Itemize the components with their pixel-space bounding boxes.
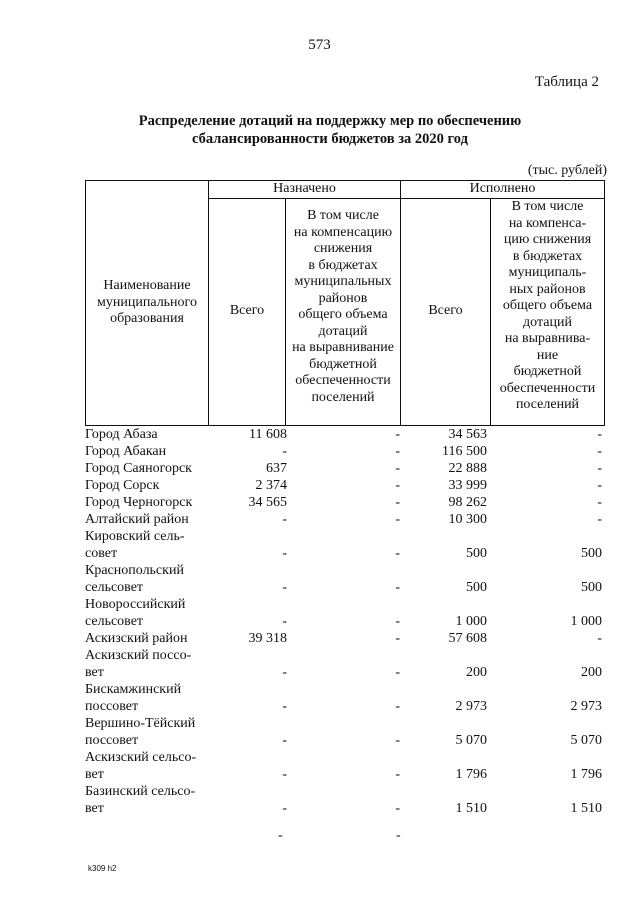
row-assigned-total: -	[282, 580, 287, 595]
row-executed-total: 2 973	[455, 699, 487, 714]
row-assigned-comp: -	[395, 801, 400, 816]
row-assigned-comp: -	[395, 580, 400, 595]
row-name: Алтайский район	[85, 512, 189, 527]
row-executed-total: 10 300	[448, 512, 487, 527]
row-assigned-total: -	[282, 733, 287, 748]
row-assigned-comp: -	[395, 631, 400, 646]
row-assigned-comp: -	[395, 546, 400, 561]
header-right-border	[604, 180, 605, 426]
row-assigned-total: -	[282, 699, 287, 714]
row-assigned-total: -	[282, 512, 287, 527]
row-assigned-total: 11 608	[249, 427, 287, 442]
row-executed-total: 500	[466, 580, 487, 595]
title-line-1: Распределение дотаций на поддержку мер по обеспечению	[138, 113, 522, 129]
table-row	[85, 681, 605, 715]
footer-code: k309 h2	[88, 864, 117, 873]
row-assigned-total: -	[282, 546, 287, 561]
row-assigned-total: -	[282, 665, 287, 680]
row-executed-comp: 2 973	[570, 699, 602, 714]
table-row	[85, 647, 605, 681]
row-executed-comp: -	[597, 478, 602, 493]
row-executed-comp: -	[597, 461, 602, 476]
table-title	[60, 112, 600, 148]
row-name: Аскизский поссо- вет	[85, 648, 192, 680]
row-assigned-comp: -	[395, 427, 400, 442]
row-assigned-comp: -	[395, 614, 400, 629]
row-name: Кировский сель- совет	[85, 529, 185, 561]
table-row	[85, 528, 605, 562]
table-row	[85, 477, 605, 494]
table-row	[85, 749, 605, 783]
row-executed-comp: 500	[581, 580, 602, 595]
row-assigned-comp: -	[395, 733, 400, 748]
row-executed-comp: 5 070	[570, 733, 602, 748]
row-executed-total: 200	[466, 665, 487, 680]
row-executed-total: 116 500	[442, 444, 487, 459]
row-assigned-comp: -	[395, 512, 400, 527]
row-name: Город Абаза	[85, 427, 158, 442]
row-name: Краснопольский сельсовет	[85, 563, 184, 595]
row-executed-total: 34 563	[448, 427, 487, 442]
row-executed-total: 22 888	[448, 461, 487, 476]
row-name: Аскизский район	[85, 631, 188, 646]
table-row	[85, 511, 605, 528]
row-assigned-comp: -	[395, 665, 400, 680]
row-name: Город Черногорск	[85, 495, 193, 510]
row-assigned-total: -	[282, 801, 287, 816]
header-executed-compensation: В том числе на компенса- цию снижения в бюджетах муниципаль- ных районов общего объема дотаций на выравнива- ние бюджетной обеспеченности поселений	[499, 199, 596, 412]
row-assigned-comp: -	[395, 495, 400, 510]
title-line-2: сбалансированности бюджетов за 2020 год	[192, 131, 468, 147]
row-assigned-total: 637	[266, 461, 287, 476]
row-assigned-comp: -	[395, 767, 400, 782]
row-name: Базинский сельсо- вет	[85, 784, 196, 816]
row-executed-comp: 1 796	[570, 767, 602, 782]
row-executed-total: 1 796	[455, 767, 487, 782]
row-executed-comp: 1 000	[570, 614, 602, 629]
table-body	[85, 426, 605, 817]
header-assigned-compensation: В том числе на компенсацию снижения в бюджетах муниципальных районов общего объема дотаций на выравнивание бюджетной обеспеченности поселений	[292, 208, 394, 405]
table-row	[85, 426, 605, 443]
table-row	[85, 596, 605, 630]
row-assigned-comp: -	[395, 699, 400, 714]
row-assigned-total: -	[282, 614, 287, 629]
header-assigned-total: Всего	[229, 303, 265, 318]
row-assigned-total: 34 565	[248, 495, 287, 510]
header-executed: Исполнено	[469, 181, 536, 196]
table-row	[85, 630, 605, 647]
row-executed-total: 5 070	[455, 733, 487, 748]
table-row	[85, 494, 605, 511]
trailing-assigned-comp: -	[396, 828, 401, 843]
row-executed-comp: -	[597, 512, 602, 527]
table-row	[85, 715, 605, 749]
row-assigned-total: 2 374	[255, 478, 287, 493]
page-number: 573	[308, 37, 331, 53]
table-row	[85, 562, 605, 596]
row-assigned-total: -	[282, 767, 287, 782]
row-assigned-total: -	[282, 444, 287, 459]
row-executed-total: 98 262	[448, 495, 487, 510]
row-name: Город Сорск	[85, 478, 160, 493]
table-row	[85, 460, 605, 477]
table-label: Таблица 2	[534, 74, 599, 90]
row-executed-comp: -	[597, 495, 602, 510]
header-assigned: Назначено	[273, 181, 336, 196]
row-name: Новороссийский сельсовет	[85, 597, 186, 629]
row-executed-comp: 200	[581, 665, 602, 680]
row-name: Вершино-Тёйский поссовет	[85, 716, 196, 748]
row-assigned-comp: -	[395, 444, 400, 459]
units-label: (тыс. рублей)	[527, 163, 607, 178]
row-executed-comp: -	[597, 444, 602, 459]
header-executed-total: Всего	[428, 303, 463, 318]
row-name: Город Абакан	[85, 444, 167, 459]
row-executed-comp: 500	[581, 546, 602, 561]
row-executed-total: 1 510	[455, 801, 487, 816]
row-executed-total: 500	[466, 546, 487, 561]
table-row	[85, 443, 605, 460]
row-assigned-total: 39 318	[248, 631, 287, 646]
table-row	[85, 783, 605, 817]
row-name: Аскизский сельсо- вет	[85, 750, 197, 782]
row-executed-comp: 1 510	[570, 801, 602, 816]
row-executed-total: 57 608	[448, 631, 487, 646]
row-executed-total: 33 999	[448, 478, 487, 493]
row-assigned-comp: -	[395, 478, 400, 493]
row-executed-comp: -	[597, 631, 602, 646]
row-assigned-comp: -	[395, 461, 400, 476]
trailing-assigned-total: -	[278, 828, 283, 843]
row-executed-comp: -	[597, 427, 602, 442]
row-name: Бискамжинский поссовет	[85, 682, 182, 714]
row-name: Город Саяногорск	[85, 461, 192, 476]
row-executed-total: 1 000	[455, 614, 487, 629]
header-name-column: Наименование муниципального образования	[97, 278, 197, 326]
